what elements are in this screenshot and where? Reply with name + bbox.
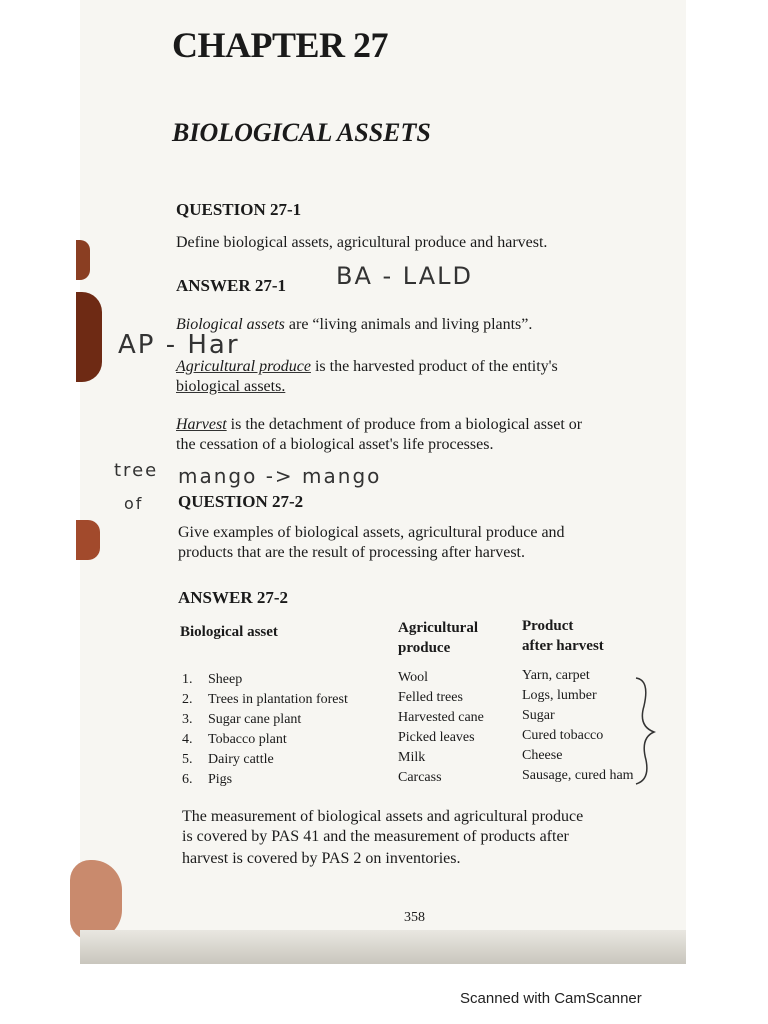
answer-1-paragraph-2 bbox=[176, 358, 558, 376]
table-row bbox=[182, 692, 348, 708]
table-row bbox=[182, 732, 287, 748]
produce-cell: Carcass bbox=[398, 770, 442, 785]
question-2-heading: QUESTION 27-2 bbox=[178, 492, 304, 511]
column-header-agricultural: Agricultural bbox=[398, 620, 478, 636]
scanner-watermark: Scanned with CamScanner bbox=[460, 990, 642, 1007]
handwritten-note: AP - Har bbox=[118, 330, 240, 360]
asset-cell: Sheep bbox=[208, 672, 243, 687]
produce-cell: Felled trees bbox=[398, 690, 463, 705]
answer-1-heading: ANSWER 27-1 bbox=[176, 276, 287, 295]
column-header-product: Product bbox=[522, 618, 574, 634]
table-row bbox=[182, 712, 301, 728]
produce-cell: Picked leaves bbox=[398, 730, 475, 745]
asset-cell: Tobacco plant bbox=[208, 732, 287, 747]
text: is the harvested product of the entity's bbox=[310, 358, 558, 375]
table-row bbox=[182, 752, 274, 768]
product-cell: Logs, lumber bbox=[522, 688, 597, 703]
handwritten-note: of bbox=[124, 494, 144, 513]
column-header-produce: produce bbox=[398, 640, 451, 656]
finger-shadow bbox=[76, 292, 102, 382]
chapter-heading: CHAPTER 27 bbox=[172, 25, 389, 65]
product-cell: Cured tobacco bbox=[522, 728, 604, 743]
handwritten-note: tree bbox=[114, 460, 159, 481]
row-number: 1. bbox=[182, 672, 193, 687]
handwritten-note: BA - LALD bbox=[336, 262, 473, 290]
asset-cell: Dairy cattle bbox=[208, 752, 274, 767]
question-1-heading: QUESTION 27-1 bbox=[176, 200, 302, 219]
question-2-line-1: Give examples of biological assets, agricultural produce and bbox=[178, 524, 565, 541]
handwritten-note: mango -> mango bbox=[178, 464, 382, 488]
row-number: 5. bbox=[182, 752, 193, 767]
text: is the detachment of produce from a biological asset or bbox=[226, 416, 583, 433]
term: Biological assets bbox=[176, 316, 285, 333]
table-row bbox=[182, 772, 232, 788]
term: Harvest bbox=[176, 416, 227, 433]
answer-1-paragraph-2-line-2: biological assets. bbox=[176, 378, 286, 395]
answer-1-paragraph-3-line-2: the cessation of a biological asset's life processes. bbox=[176, 436, 494, 453]
question-2-line-2: products that are the result of processing after harvest. bbox=[178, 544, 525, 561]
produce-cell: Milk bbox=[398, 750, 426, 765]
finger-shadow bbox=[76, 240, 90, 280]
answer-1-paragraph-3 bbox=[176, 416, 582, 434]
answer-2-heading: ANSWER 27-2 bbox=[178, 588, 289, 607]
finger-shadow bbox=[76, 520, 100, 560]
produce-cell: Wool bbox=[398, 670, 428, 685]
page-number: 358 bbox=[404, 910, 425, 925]
handwritten-brace bbox=[630, 676, 670, 786]
text: are “living animals and living plants”. bbox=[284, 316, 533, 333]
product-cell: Sugar bbox=[522, 708, 555, 723]
chapter-title: BIOLOGICAL ASSETS bbox=[172, 118, 431, 147]
product-cell: Cheese bbox=[522, 748, 563, 763]
closing-line-1: The measurement of biological assets and agricultural produce bbox=[182, 808, 584, 825]
asset-cell: Sugar cane plant bbox=[208, 712, 302, 727]
product-cell: Yarn, carpet bbox=[522, 668, 590, 683]
closing-line-3: harvest is covered by PAS 2 on inventories. bbox=[182, 850, 461, 867]
produce-cell: Harvested cane bbox=[398, 710, 484, 725]
row-number: 6. bbox=[182, 772, 193, 787]
closing-line-2: is covered by PAS 41 and the measurement of products after bbox=[182, 828, 569, 845]
asset-cell: Pigs bbox=[208, 772, 233, 787]
row-number: 3. bbox=[182, 712, 193, 727]
row-number: 4. bbox=[182, 732, 193, 747]
page-edge-shadow bbox=[80, 930, 686, 964]
column-header-biological-asset: Biological asset bbox=[180, 624, 278, 640]
question-1-text: Define biological assets, agricultural produce and harvest. bbox=[176, 234, 548, 251]
row-number: 2. bbox=[182, 692, 193, 707]
table-row bbox=[182, 672, 242, 688]
column-header-after-harvest: after harvest bbox=[522, 638, 604, 654]
asset-cell: Trees in plantation forest bbox=[208, 692, 348, 707]
term: Agricultural produce bbox=[176, 358, 311, 375]
thumb bbox=[70, 860, 122, 940]
product-cell: Sausage, cured ham bbox=[522, 768, 634, 783]
